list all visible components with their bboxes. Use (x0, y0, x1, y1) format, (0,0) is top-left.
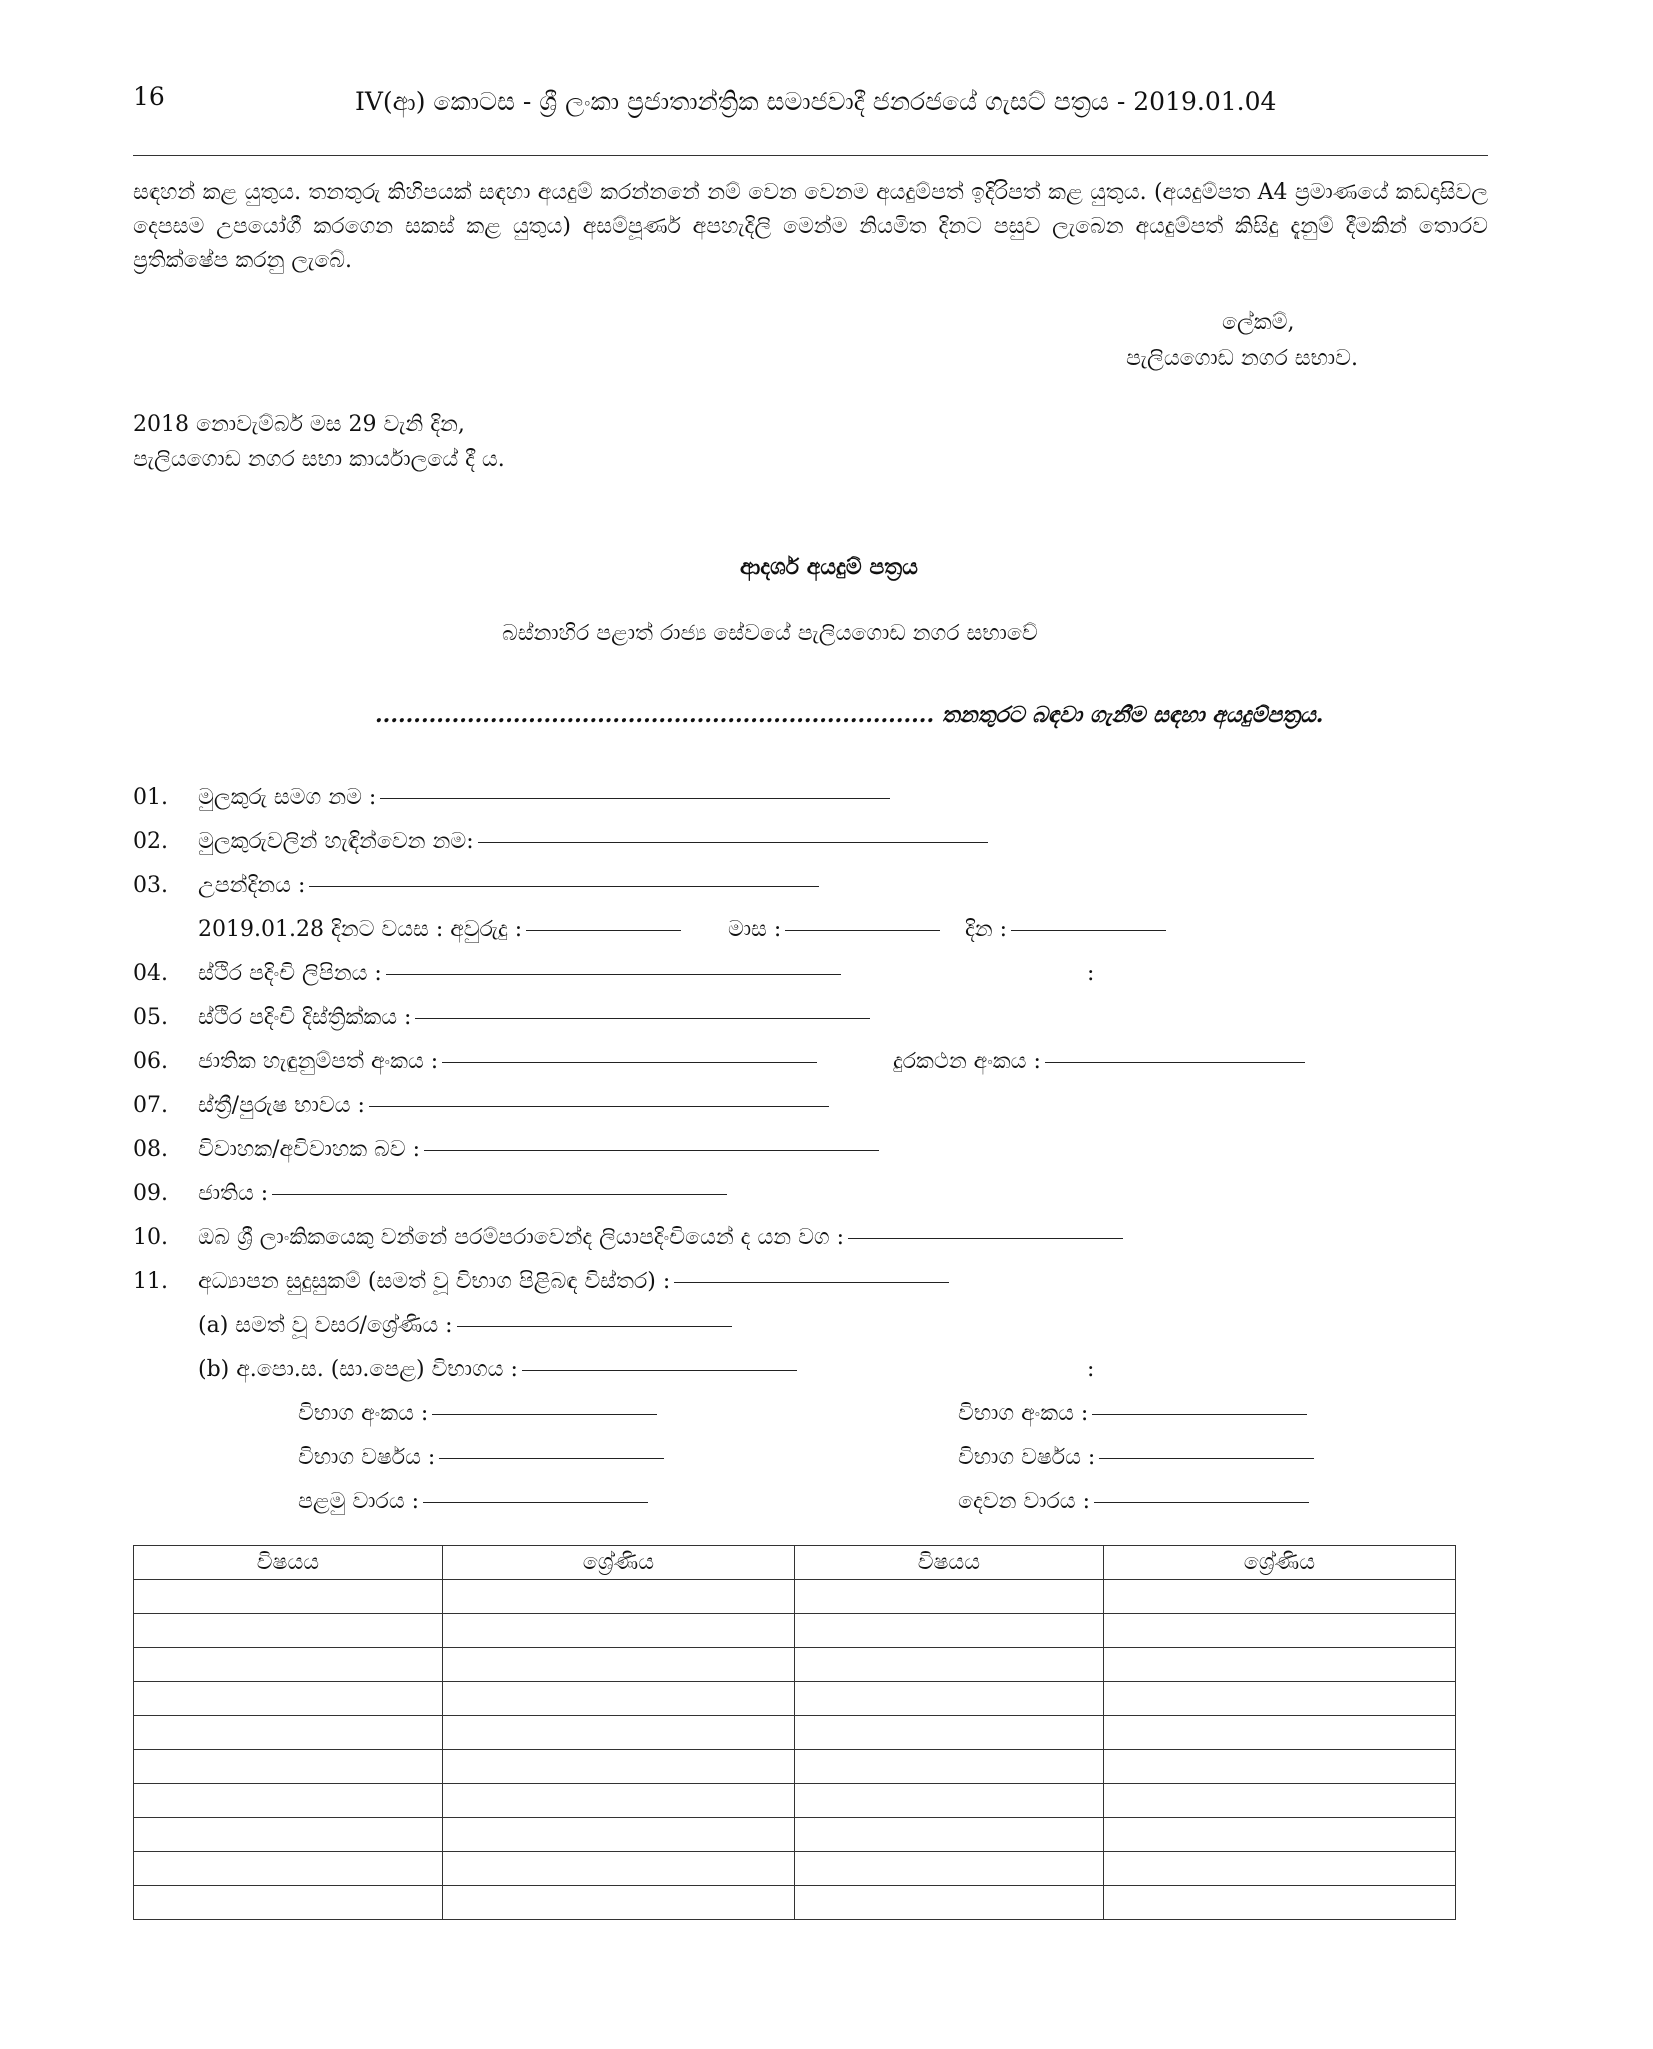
item-01-label: මුලකුරු සමග නම : (198, 785, 377, 810)
table-row (134, 1614, 1456, 1648)
exam-number-2-label: විභාග අංකය : (958, 1401, 1089, 1426)
item-08-marital-status (198, 1137, 879, 1162)
col-grade-2: ශ්‍රේණිය (1103, 1546, 1455, 1580)
exam-number-1 (298, 1401, 657, 1426)
item-07-gender (198, 1093, 829, 1118)
item-03-number: 03. (133, 873, 168, 898)
item-04-colon: : (1087, 961, 1095, 986)
item-02-number: 02. (133, 829, 168, 854)
item-02-fill-line[interactable] (478, 842, 988, 843)
table-cell[interactable] (794, 1648, 1103, 1682)
item-10-number: 10. (133, 1225, 168, 1250)
item-11a-label: (a) සමත් වූ වසර/ශ්‍රේණිය : (198, 1313, 453, 1338)
table-header-row (134, 1546, 1456, 1580)
exam-year-2-label: විභාග වර්ෂය : (958, 1445, 1096, 1470)
item-11b-fill-line[interactable] (522, 1370, 797, 1371)
age-months-fill-line[interactable] (785, 930, 940, 931)
col-grade-1: ශ්‍රේණිය (442, 1546, 794, 1580)
item-06-fill-line[interactable] (442, 1062, 817, 1063)
table-cell[interactable] (1103, 1852, 1455, 1886)
table-row (134, 1852, 1456, 1886)
item-11-label: අධ්‍යාපන සුදුසුකම් (සමත් වූ විභාග පිළිබඳ විස්තර) : (198, 1269, 671, 1294)
table-cell[interactable] (134, 1750, 443, 1784)
page-header-title: IV(ආ) කොටස - ශ්‍රී ලංකා ප්‍රජාතාන්ත්‍රික සමාජවාදී ජනරජයේ ගැසට් පත්‍රය - 2019.01.04 (355, 87, 1277, 116)
item-05-label: ස්ථිර පදිංචි දිස්ත්‍රික්කය : (198, 1005, 412, 1030)
age-months (728, 917, 940, 942)
item-04-number: 04. (133, 961, 168, 986)
item-05-permanent-district (198, 1005, 870, 1030)
table-cell[interactable] (442, 1886, 794, 1920)
second-attempt-label: දෙවන වාරය : (958, 1489, 1090, 1514)
table-cell[interactable] (794, 1580, 1103, 1614)
item-04-fill-line[interactable] (386, 974, 841, 975)
table-cell[interactable] (794, 1886, 1103, 1920)
telephone-fill-line[interactable] (1045, 1062, 1305, 1063)
item-05-number: 05. (133, 1005, 168, 1030)
item-09-fill-line[interactable] (272, 1194, 727, 1195)
table-cell[interactable] (134, 1682, 443, 1716)
table-row (134, 1784, 1456, 1818)
table-row (134, 1818, 1456, 1852)
table-cell[interactable] (1103, 1580, 1455, 1614)
table-cell[interactable] (1103, 1648, 1455, 1682)
table-cell[interactable] (442, 1648, 794, 1682)
age-months-label: මාස : (728, 917, 782, 942)
date-line: 2018 නොවැම්බර් මස 29 වැනි දින, (133, 412, 465, 437)
table-cell[interactable] (442, 1580, 794, 1614)
item-02-label: මුලකුරුවලින් හැඳින්වෙන නම: (198, 829, 474, 854)
table-cell[interactable] (794, 1852, 1103, 1886)
item-07-number: 07. (133, 1093, 168, 1118)
item-11-number: 11. (133, 1269, 168, 1294)
table-cell[interactable] (1103, 1886, 1455, 1920)
item-01-number: 01. (133, 785, 168, 810)
telephone-label: දුරකථන අංකය : (893, 1049, 1041, 1074)
item-11b-ol-exam (198, 1357, 797, 1382)
item-11b-colon: : (1087, 1357, 1095, 1382)
item-07-label: ස්ත්‍රී/පුරුෂ භාවය : (198, 1093, 365, 1118)
item-10-fill-line[interactable] (848, 1238, 1123, 1239)
item-05-fill-line[interactable] (415, 1018, 870, 1019)
item-06-nic-number (198, 1049, 817, 1074)
table-row (134, 1580, 1456, 1614)
item-03-fill-line[interactable] (309, 886, 819, 887)
table-cell[interactable] (1103, 1716, 1455, 1750)
exam-number-1-label: විභාග අංකය : (298, 1401, 429, 1426)
table-cell[interactable] (442, 1682, 794, 1716)
item-07-fill-line[interactable] (369, 1106, 829, 1107)
table-body (134, 1580, 1456, 1920)
item-06-number: 06. (133, 1049, 168, 1074)
place-line: පැලියගොඩ නගර සභා කාර්යාලයේ දී ය. (133, 447, 505, 472)
exam-number-2-fill-line[interactable] (1092, 1414, 1307, 1415)
exam-year-2 (958, 1445, 1314, 1470)
table-cell[interactable] (442, 1750, 794, 1784)
table-row (134, 1682, 1456, 1716)
table-row (134, 1750, 1456, 1784)
table-cell[interactable] (442, 1784, 794, 1818)
item-04-permanent-address (198, 961, 841, 986)
item-09-label: ජාතිය : (198, 1181, 269, 1206)
item-08-label: විවාහක/අවිවාහක බව : (198, 1137, 421, 1162)
table-cell[interactable] (134, 1886, 443, 1920)
item-11a-fill-line[interactable] (457, 1326, 732, 1327)
table-cell[interactable] (442, 1716, 794, 1750)
signature-title: ලේකම්, (1222, 310, 1295, 335)
first-attempt-fill-line[interactable] (423, 1502, 648, 1503)
table-cell[interactable] (1103, 1818, 1455, 1852)
header-rule (133, 155, 1488, 156)
table-cell[interactable] (134, 1852, 443, 1886)
exam-number-2 (958, 1401, 1307, 1426)
table-cell[interactable] (442, 1852, 794, 1886)
age-years-fill-line[interactable] (526, 930, 681, 931)
table-cell[interactable] (794, 1716, 1103, 1750)
item-06-label: ජාතික හැඳුනුම්පත් අංකය : (198, 1049, 439, 1074)
age-days (965, 917, 1166, 942)
item-08-number: 08. (133, 1137, 168, 1162)
item-11-fill-line[interactable] (674, 1282, 949, 1283)
telephone-number (893, 1049, 1305, 1074)
table-cell[interactable] (134, 1580, 443, 1614)
second-attempt-fill-line[interactable] (1094, 1502, 1309, 1503)
item-04-label: ස්ථිර පදිංචි ලිපිනය : (198, 961, 382, 986)
item-10-label: ඔබ ශ්‍රී ලාංකිකයෙකු වන්නේ පරම්පරාවෙන්ද ලියාපදිංචියෙන් ද යන වග : (198, 1225, 845, 1250)
age-row (198, 917, 681, 942)
age-years-label: 2019.01.28 දිනට වයස : අවුරුදු : (198, 917, 523, 942)
first-attempt-label: පළමු වාරය : (298, 1489, 420, 1514)
form-heading: ආදර්ශ අයදුම් පත්‍රය (740, 554, 918, 580)
first-attempt (298, 1489, 648, 1514)
item-10-citizenship (198, 1225, 1123, 1250)
item-03-date-of-birth (198, 873, 819, 898)
table-cell[interactable] (442, 1614, 794, 1648)
item-11-education (198, 1269, 949, 1294)
page-number: 16 (133, 82, 165, 111)
table-cell[interactable] (794, 1614, 1103, 1648)
table-cell[interactable] (442, 1818, 794, 1852)
position-line: ......................................................................... තනතුරට බඳවා ගැනීම සඳහා අයදුම්පත්‍රය. (375, 702, 1324, 728)
table-cell[interactable] (134, 1648, 443, 1682)
item-08-fill-line[interactable] (424, 1150, 879, 1151)
table-cell[interactable] (134, 1818, 443, 1852)
form-subheading: බස්නාහිර පළාත් රාජ්‍ය සේවයේ පැලියගොඩ නගර සභාවේ (502, 621, 1038, 646)
table-row (134, 1716, 1456, 1750)
table-cell[interactable] (1103, 1614, 1455, 1648)
col-subject-1: විෂයය (134, 1546, 443, 1580)
item-01-fill-line[interactable] (380, 798, 890, 799)
age-days-label: දින : (965, 917, 1008, 942)
col-subject-2: විෂයය (794, 1546, 1103, 1580)
table-cell[interactable] (134, 1784, 443, 1818)
intro-paragraph: සඳහන් කළ යුතුය. තනතුරු කිහිපයක් සඳහා අයදුම් කරන්නනේ නම් වෙන වෙනම අයදුම්පත් ඉදිරිපත් කළ යුතුය. (අයදුම්පත A4 ප්‍රමාණයේ කඩදාසිවල දෙපසම උපයෝගී කරගෙන සකස් කළ යුතුය) අසම්පූර්ණ අපහැදිලි මෙන්ම නියමිත දිනට පසුව ලැබෙන අයදුම්පත් කිසිදු දැනුම් දීමකින් තොරව ප්‍රතික්ෂේප කරනු ලැබේ. (133, 180, 1488, 273)
item-09-nationality (198, 1181, 727, 1206)
table-row (134, 1886, 1456, 1920)
item-01-name-with-initials (198, 785, 890, 810)
table-row (134, 1648, 1456, 1682)
item-09-number: 09. (133, 1181, 168, 1206)
exam-number-1-fill-line[interactable] (432, 1414, 657, 1415)
exam-year-2-fill-line[interactable] (1099, 1458, 1314, 1459)
exam-year-1-fill-line[interactable] (439, 1458, 664, 1459)
second-attempt (958, 1489, 1309, 1514)
exam-year-1 (298, 1445, 664, 1470)
table-cell[interactable] (794, 1750, 1103, 1784)
table-cell[interactable] (1103, 1750, 1455, 1784)
item-02-name-denoted-by-initials (198, 829, 988, 854)
item-03-label: උපන්දිනය : (198, 873, 306, 898)
table-cell[interactable] (134, 1716, 443, 1750)
exam-year-1-label: විභාග වර්ෂය : (298, 1445, 436, 1470)
age-days-fill-line[interactable] (1011, 930, 1166, 931)
table-cell[interactable] (1103, 1784, 1455, 1818)
table-cell[interactable] (134, 1614, 443, 1648)
signature-office: පැලියගොඩ නගර සභාව. (1126, 346, 1358, 371)
table-cell[interactable] (1103, 1682, 1455, 1716)
subjects-grades-table (133, 1545, 1456, 1920)
table-cell[interactable] (794, 1682, 1103, 1716)
table-cell[interactable] (794, 1784, 1103, 1818)
item-11b-label: (b) අ.පො.ස. (සා.පෙළ) විභාගය : (198, 1357, 518, 1382)
table-cell[interactable] (794, 1818, 1103, 1852)
item-11a-year-grade (198, 1313, 732, 1338)
